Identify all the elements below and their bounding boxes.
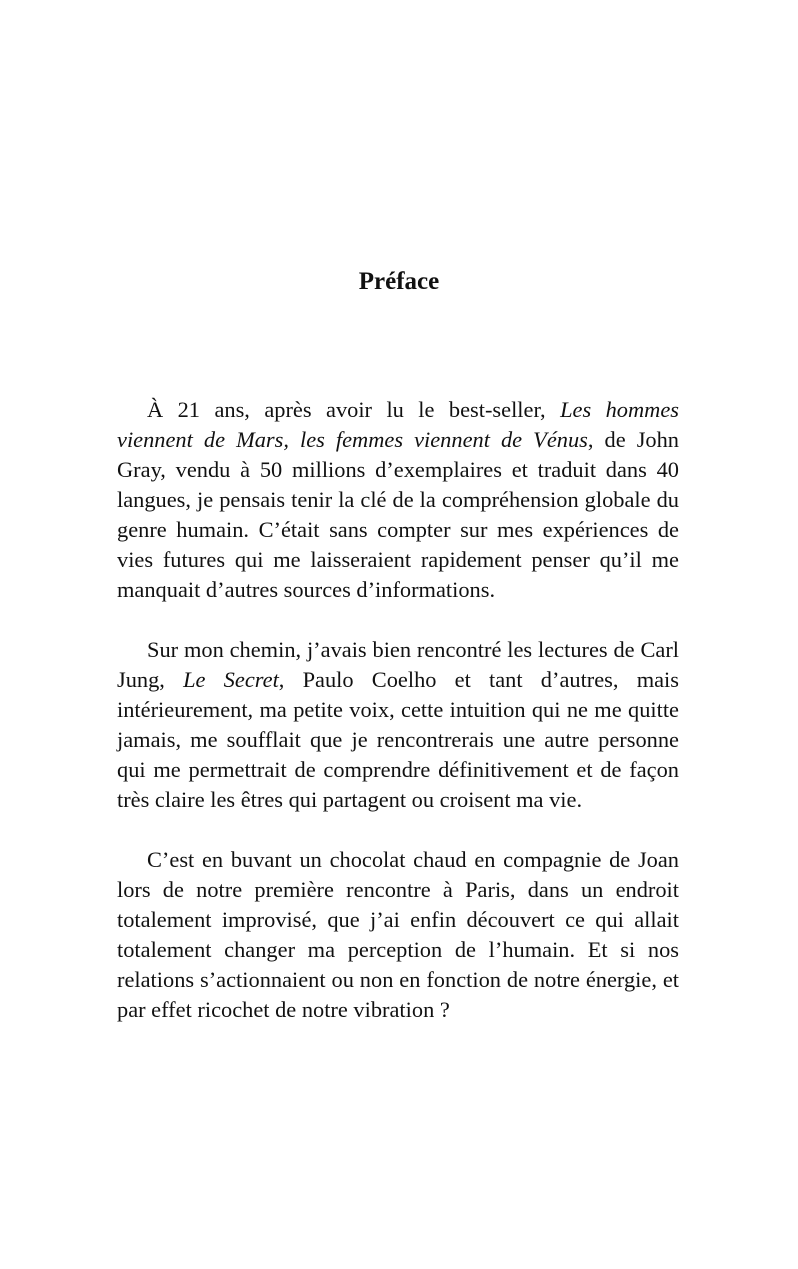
book-title-reference: Les hommes viennent de Mars, les femmes viennent de Vénus	[117, 397, 679, 452]
paragraph-3	[117, 845, 679, 1025]
paragraph-text: , de John Gray, vendu à 50 millions d’exemplaires et traduit dans 40 langues, je pensais tenir la clé de la compréhension globale du genre humain. C’était sans compter sur mes expériences de vies futures qui me laisseraient rapidement penser qu’il me manquait d’autres sources d’informations.	[117, 427, 679, 602]
paragraph-2	[117, 635, 679, 815]
paragraph-text: C’est en buvant un chocolat chaud en compagnie de Joan lors de notre première rencontre à Paris, dans un endroit totalement improvisé, que j’ai enfin découvert ce qui allait totalement changer ma perception de l’humain. Et si nos relations s’actionnaient ou non en fonction de notre énergie, et par effet ricochet de notre vibration ?	[117, 847, 679, 1022]
paragraph-text: , Paulo Coelho et tant d’autres, mais intérieurement, ma petite voix, cette intuition qui ne me quitte jamais, me soufflait que je rencontrerais une autre personne qui me permettrait de comprendre définitivement et de façon très claire les êtres qui partagent ou croisent ma vie.	[117, 667, 679, 812]
book-title-reference: Le Secret	[183, 667, 279, 692]
chapter-body	[117, 395, 679, 1025]
paragraph-text: Sur mon chemin, j’avais bien rencontré les lectures de Carl Jung,	[117, 637, 679, 692]
paragraph-1	[117, 395, 679, 605]
chapter-title: Préface	[358, 268, 440, 295]
paragraph-text: À 21 ans, après avoir lu le best-seller,	[147, 397, 561, 422]
